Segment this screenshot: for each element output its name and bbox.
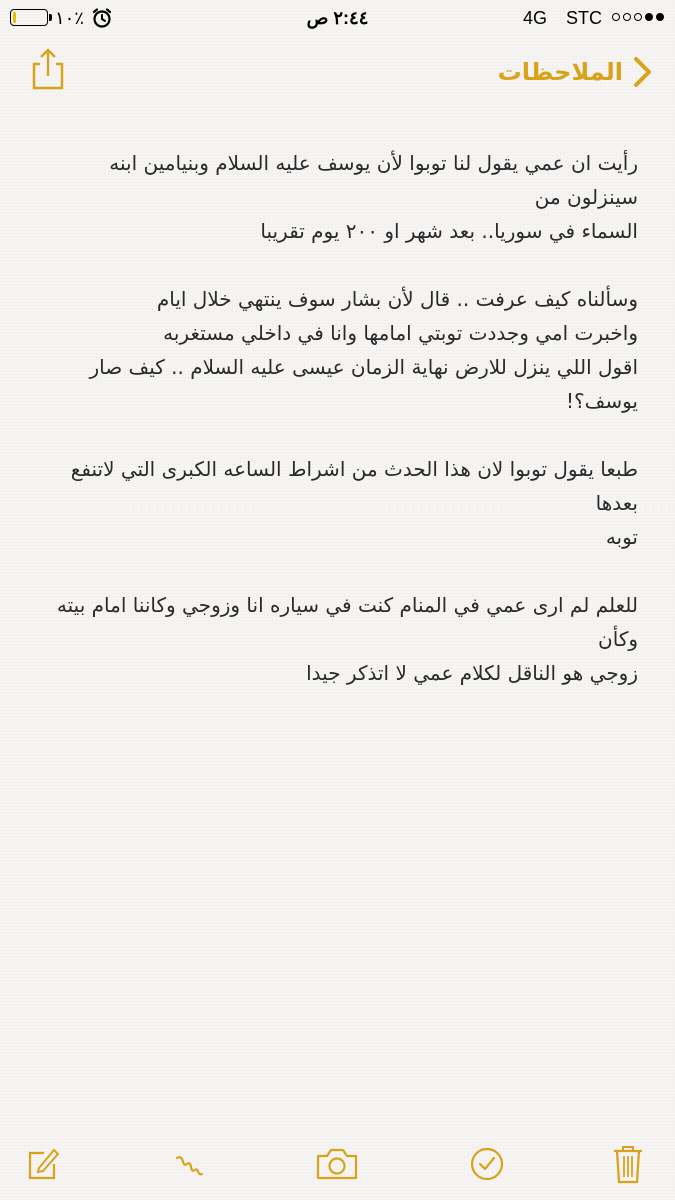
status-bar [0,0,675,40]
note-line: واخبرت امي وجددت توبتي امامها وانا في داخلي مستغربه [163,321,638,345]
signal-dot [634,13,642,21]
sketch-icon [169,1144,209,1184]
back-button[interactable] [498,52,653,92]
note-line: للعلم لم ارى عمي في المنام كنت في سياره انا وزوجي وكاننا امام بيته وكأن [56,593,638,651]
chevron-right-icon [633,56,653,88]
note-line: وسألناه كيف عرفت .. قال لأن بشار سوف ينتهي خلال ايام [156,287,638,311]
signal-dot [645,13,653,21]
trash-icon [608,1142,648,1186]
checklist-icon [467,1144,507,1184]
signal-dot [656,13,664,21]
battery-percent: ١٠٪ [55,8,85,28]
trash-button[interactable] [604,1140,652,1188]
note-body[interactable] [38,146,638,690]
share-button[interactable] [28,46,68,92]
network-type: 4G [523,8,548,28]
note-line: زوجي هو الناقل لكلام عمي لا اتذكر جيدا [306,661,638,685]
camera-button[interactable] [313,1140,361,1188]
sketch-button[interactable] [165,1140,213,1188]
note-line: طبعا يقول توبوا لان هذا الحدث من اشراط الساعه الكبرى التي لاتنفع بعدها [70,457,638,515]
signal-dot [612,13,620,21]
bottom-toolbar [0,1130,675,1200]
note-line: توبه [605,525,638,549]
back-label: الملاحظات [497,58,623,86]
carrier-name: STC [566,8,602,28]
note-line: السماء في سوريا.. بعد شهر او ٢٠٠ يوم تقريبا [260,219,638,243]
camera-icon [313,1144,361,1184]
checklist-button[interactable] [463,1140,511,1188]
signal-dot [623,13,631,21]
signal-strength-icon [612,13,664,21]
note-line: اقول اللي ينزل للارض نهاية الزمان عيسى عليه السلام .. كيف صار يوسف؟! [89,355,638,413]
navigation-bar [0,40,675,100]
compose-button[interactable] [18,1140,66,1188]
compose-icon [22,1144,62,1184]
note-line: رأيت ان عمي يقول لنا توبوا لأن يوسف عليه السلام وبنيامين ابنه سينزلون من [109,151,638,209]
clock-time: ٢:٤٤ ص [306,8,369,28]
